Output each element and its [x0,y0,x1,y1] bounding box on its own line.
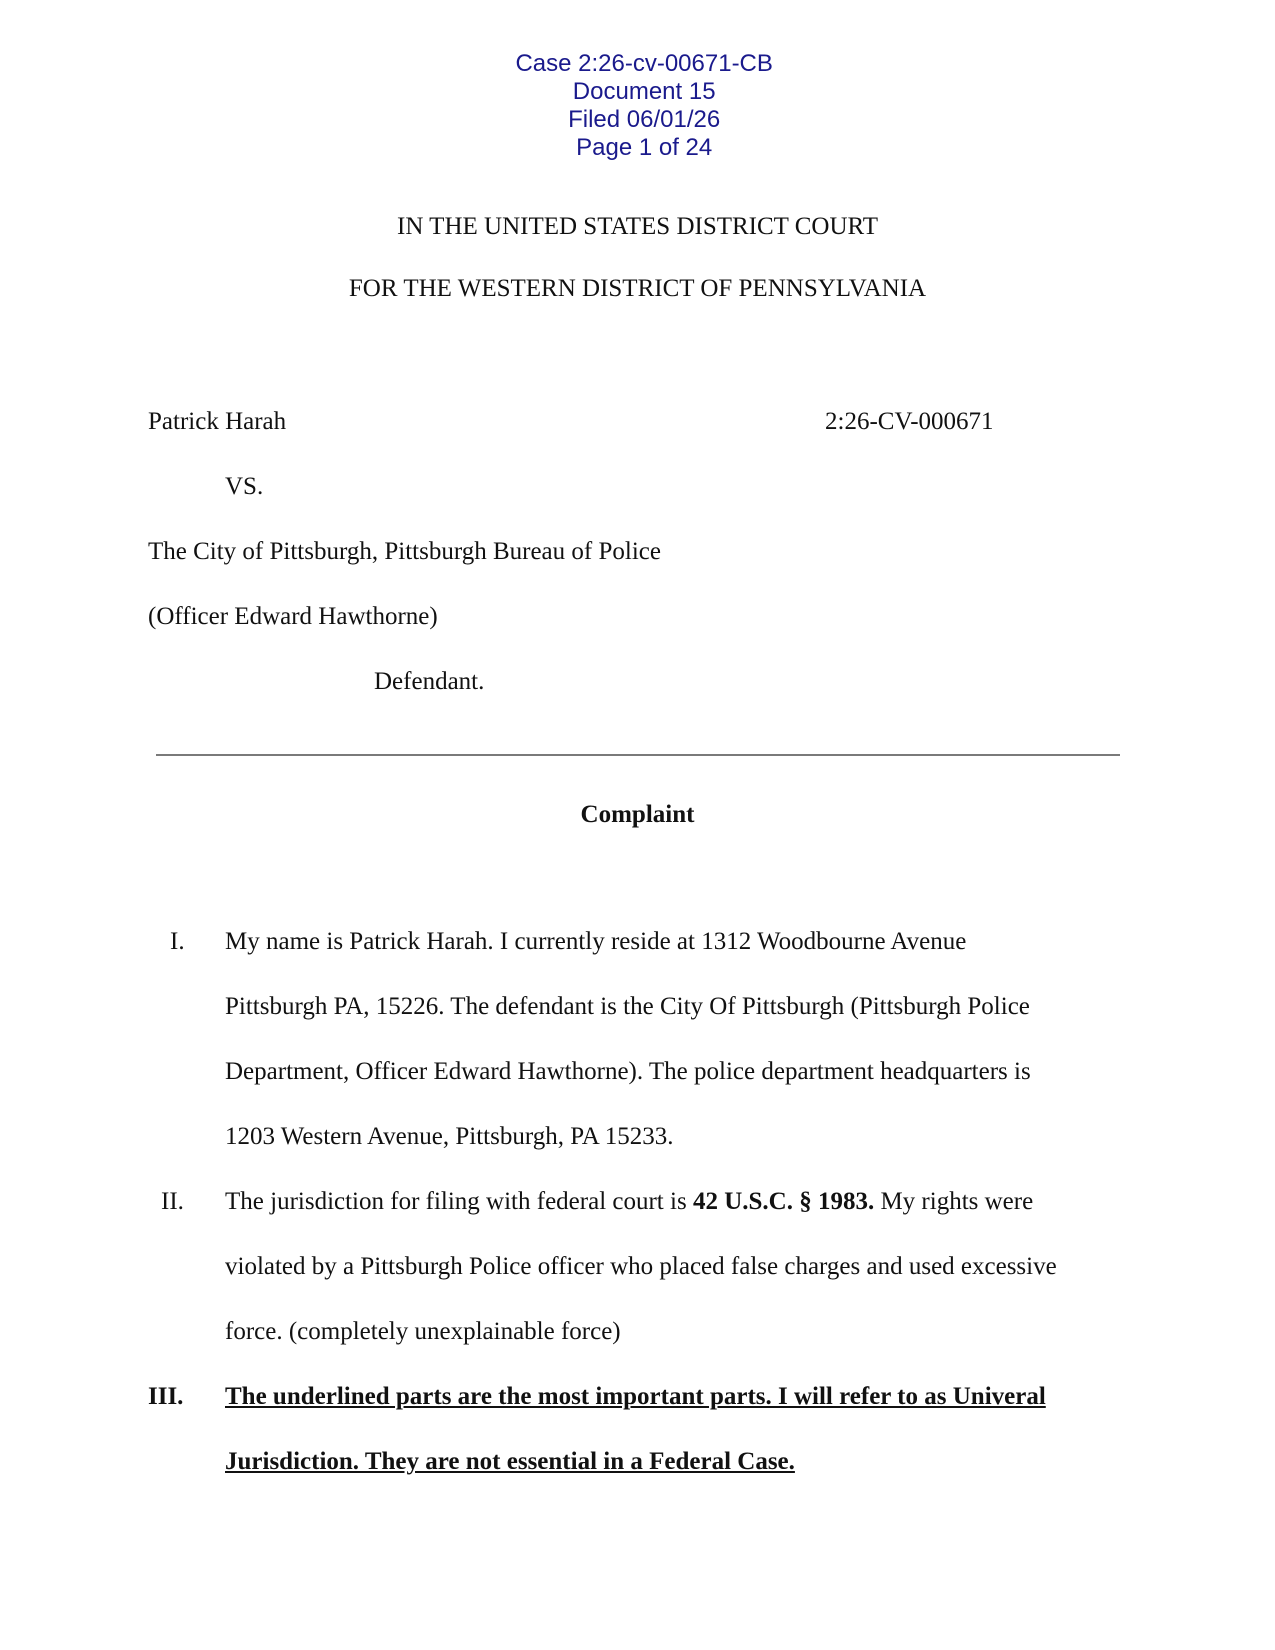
docket-header [0,22,1275,162]
paragraph-numeral: I. [170,928,185,955]
case-number: 2:26-CV-000671 [825,408,994,435]
case-number-header: Case 2:26-cv-00671-CB [515,50,773,77]
paragraph-line: Pittsburgh PA, 15226. The defendant is the City Of Pittsburgh (Pittsburgh Police [225,993,1030,1020]
versus-label: VS. [225,473,264,500]
paragraph-line [225,1188,1033,1216]
paragraph-text: My rights were [874,1188,1034,1215]
paragraph-numeral: III. [148,1383,184,1410]
paragraph-line: My name is Patrick Harah. I currently reside at 1312 Woodbourne Avenue [225,928,967,955]
paragraph-line: 1203 Western Avenue, Pittsburgh, PA 15233. [225,1123,674,1150]
paragraph-text: The jurisdiction for filing with federal court is [225,1188,693,1215]
document-number-header: Document 15 [572,78,716,105]
defendant-label: Defendant. [374,668,485,695]
filed-date-header: Filed 06/01/26 [568,106,721,133]
paragraph-line: force. (completely unexplainable force) [225,1318,621,1345]
statute-citation: 42 U.S.C. § 1983. [692,1188,875,1215]
defendant-line-1: The City of Pittsburgh, Pittsburgh Bureau of Police [148,538,661,565]
court-name: IN THE UNITED STATES DISTRICT COURT [397,213,878,240]
defendant-line-2: (Officer Edward Hawthorne) [148,603,438,630]
paragraph-numeral: II. [161,1188,184,1215]
underlined-line: Jurisdiction. They are not essential in a Federal Case. [225,1448,795,1475]
plaintiff-name: Patrick Harah [148,408,287,435]
paragraph-line: Department, Officer Edward Hawthorne). The police department headquarters is [225,1058,1031,1085]
document-title: Complaint [580,801,695,828]
court-district: FOR THE WESTERN DISTRICT OF PENNSYLVANIA [348,275,927,302]
underlined-line: The underlined parts are the most important parts. I will refer to as Univeral [225,1383,1046,1410]
paragraph-line: violated by a Pittsburgh Police officer who placed false charges and used excessive [225,1253,1057,1280]
caption-divider [156,754,1120,756]
page-count-header: Page 1 of 24 [576,134,713,161]
